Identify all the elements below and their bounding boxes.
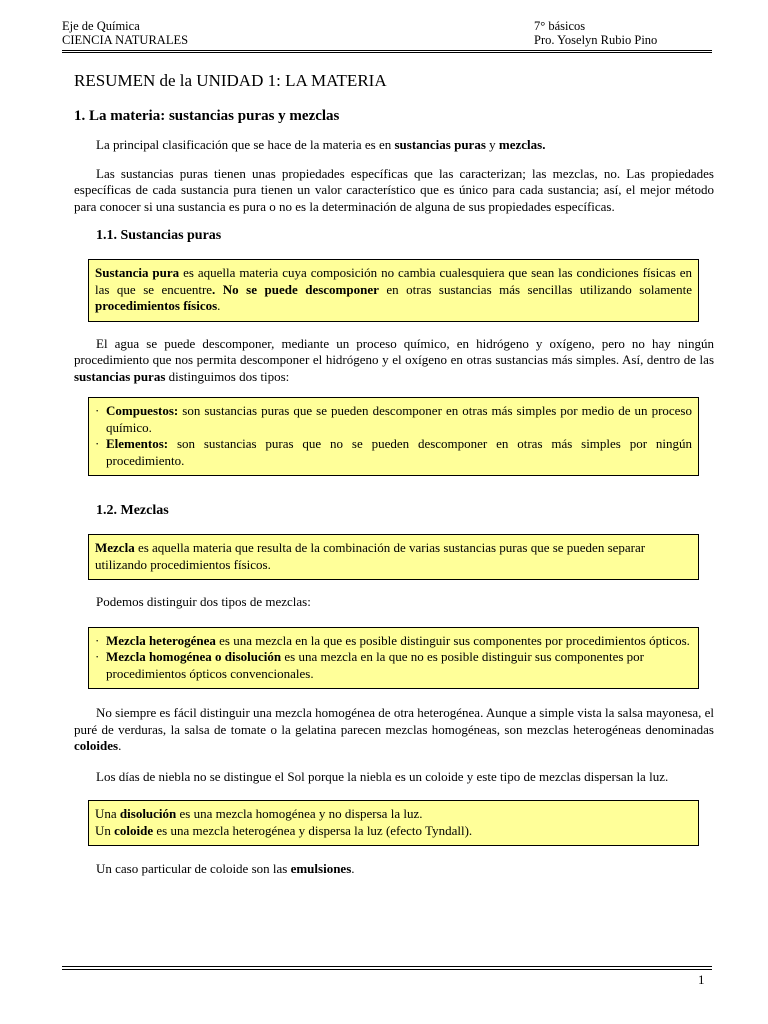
types-box-mixtures xyxy=(88,627,699,690)
mixture-types-paragraph: Podemos distinguir dos tipos de mezclas: xyxy=(96,594,311,609)
list-item-homogeneous: · Mezcla homogénea o disolución es una mezcla en la que no es posible distinguir sus componentes por procedimientos ópticos convencionales. xyxy=(95,649,644,681)
water-paragraph: El agua se puede descomponer, mediante un proceso químico, en hidrógeno y oxígeno, pero no hay ningún procedimiento que nos permita descomponer el hidrógeno y el oxígeno en otras sustancias más simples. Así, dentro de las sustancias puras distinguimos dos tipos: xyxy=(74,335,714,384)
page-number: 1 xyxy=(698,972,705,987)
emulsions-paragraph: Un caso particular de coloide son las emulsiones. xyxy=(96,861,355,876)
list-item-heterogeneous: · Mezcla heterogénea es una mezcla en la que es posible distinguir sus componentes por procedimientos ópticos. xyxy=(95,632,690,648)
list-item-elements: · Elementos: son sustancias puras que no se pueden descomponer en otras más simples por ningún procedimiento. xyxy=(95,436,692,468)
intro-paragraph: La principal clasificación que se hace de la materia es en sustancias puras y mezclas. xyxy=(96,137,546,152)
colloid-line: Un coloide es una mezcla heterogénea y dispersa la luz (efecto Tyndall). xyxy=(95,822,473,838)
document-title: RESUMEN de la UNIDAD 1: LA MATERIA xyxy=(74,71,387,90)
header-left xyxy=(62,19,188,47)
header-right xyxy=(534,19,657,47)
definition-box-mixture: Mezcla es aquella materia que resulta de la combinación de varias sustancias puras que se pueden separar utilizando procedimientos físicos. xyxy=(88,534,699,580)
section-heading-1-2: 1.2. Mezclas xyxy=(96,503,169,518)
header-grade: 7° básicos xyxy=(534,19,586,33)
colloids-paragraph: No siempre es fácil distinguir una mezcla homogénea de otra heterogénea. Aunque a simple vista la salsa mayonesa, el puré de verduras, la salsa de tomate o la gelatina parecen mezclas homogéneas, son mezclas heterogéneas denominadas coloides. xyxy=(74,705,715,753)
header-subject: Eje de Química xyxy=(62,19,140,33)
properties-paragraph: Las sustancias puras tienen unas propiedades específicas que las caracterizan; las mezclas, no. Las propiedades específicas de cada sustancia pura tienen un valor característico que es único para cada sustancia; así, el mejor método para conocer si una sustancia es pura o no es la determinación de alguna de sus propiedades específicas. xyxy=(74,165,714,214)
header-rule xyxy=(62,50,712,53)
header-teacher: Pro. Yoselyn Rubio Pino xyxy=(534,33,658,47)
fog-paragraph: Los días de niebla no se distingue el Sol porque la niebla es un coloide y este tipo de mezclas dispersan la luz. xyxy=(96,768,669,784)
section-heading-1: 1. La materia: sustancias puras y mezclas xyxy=(74,108,340,124)
main-content xyxy=(74,70,714,890)
summary-box-dissolution-colloid xyxy=(88,800,699,846)
section-heading-1-1: 1.1. Sustancias puras xyxy=(96,228,222,243)
footer-rule xyxy=(62,966,712,970)
types-box-pure-substances xyxy=(88,397,699,476)
header-area: CIENCIA NATURALES xyxy=(62,33,189,47)
page-header xyxy=(62,19,712,51)
definition-box-pure-substance: Sustancia pura es aquella materia cuya composición no cambia cualesquiera que sean las condiciones físicas en las que se encuentre. No se puede descomponer en otras sustancias más sencillas utilizando solamente procedimientos físicos. xyxy=(88,259,699,322)
dissolution-line: Una disolución es una mezcla homogénea y no dispersa la luz. xyxy=(95,806,423,821)
list-item-compounds: · Compuestos: son sustancias puras que se pueden descomponer en otras más simples por medio de un proceso químico. xyxy=(95,403,692,435)
